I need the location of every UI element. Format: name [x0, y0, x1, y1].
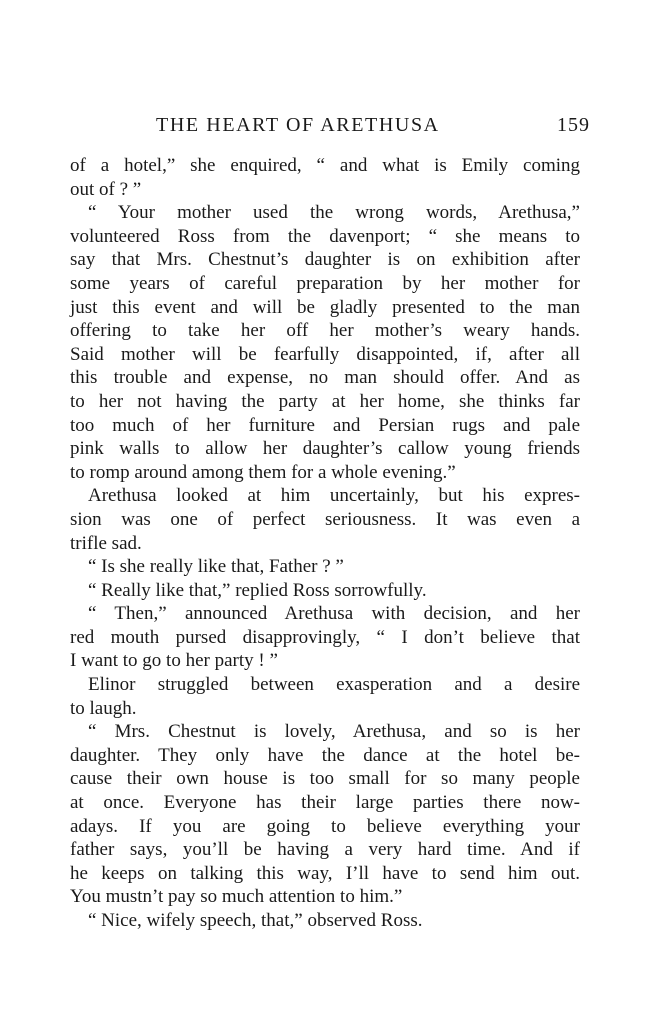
running-title: THE HEART OF ARETHUSA	[156, 114, 440, 136]
text-line: Said mother will be fearfully disappointed, if, after all	[70, 343, 580, 365]
body-text	[70, 154, 580, 933]
text-line: “ Is she really like that, Father ? ”	[88, 556, 344, 578]
text-line: sion was one of perfect seriousness. It was even a	[70, 508, 580, 530]
text-line: adays. If you are going to believe everything your	[70, 815, 580, 837]
text-line: just this event and will be gladly presented to the man	[70, 296, 580, 318]
text-line: to romp around among them for a whole evening.”	[70, 461, 456, 483]
text-line: Elinor struggled between exasperation and a desire	[88, 674, 580, 696]
running-head	[70, 114, 590, 144]
text-line: this trouble and expense, no man should offer. And as	[70, 367, 580, 389]
text-line: he keeps on talking this way, I’ll have to send him out.	[70, 862, 580, 884]
text-line: Arethusa looked at him uncertainly, but his expres-	[88, 485, 580, 507]
text-line: at once. Everyone has their large parties there now-	[70, 792, 580, 814]
text-line: “ Mrs. Chestnut is lovely, Arethusa, and so is her	[88, 721, 580, 743]
text-line: father says, you’ll be having a very hard time. And if	[70, 839, 580, 861]
text-line: “ Then,” announced Arethusa with decision, and her	[88, 603, 580, 625]
page-number: 159	[557, 114, 590, 136]
text-line: red mouth pursed disapprovingly, “ I don’t believe that	[70, 626, 580, 648]
text-line: “ Nice, wifely speech, that,” observed Ross.	[88, 910, 423, 931]
text-line: pink walls to allow her daughter’s callow young friends	[70, 438, 580, 460]
text-line: “ Really like that,” replied Ross sorrowfully.	[88, 579, 427, 601]
text-line: You mustn’t pay so much attention to him.”	[70, 886, 403, 908]
text-line: volunteered Ross from the davenport; “ she means to	[70, 225, 580, 247]
text-line: to her not having the party at her home, she thinks far	[70, 390, 580, 412]
text-line: out of ? ”	[70, 178, 142, 200]
text-line: offering to take her off her mother’s weary hands.	[70, 320, 580, 342]
text-line: say that Mrs. Chestnut’s daughter is on exhibition after	[70, 249, 580, 271]
text-line: cause their own house is too small for so many people	[70, 768, 580, 790]
text-line: some years of careful preparation by her mother for	[70, 272, 580, 294]
text-line: to laugh.	[70, 697, 137, 719]
text-line: trifle sad.	[70, 532, 142, 554]
text-line: I want to go to her party ! ”	[70, 650, 278, 672]
text-line: “ Your mother used the wrong words, Arethusa,”	[88, 202, 580, 224]
text-line: daughter. They only have the dance at the hotel be-	[70, 744, 580, 766]
text-line: too much of her furniture and Persian rugs and pale	[70, 414, 580, 436]
text-line: of a hotel,” she enquired, “ and what is Emily coming	[70, 155, 580, 176]
